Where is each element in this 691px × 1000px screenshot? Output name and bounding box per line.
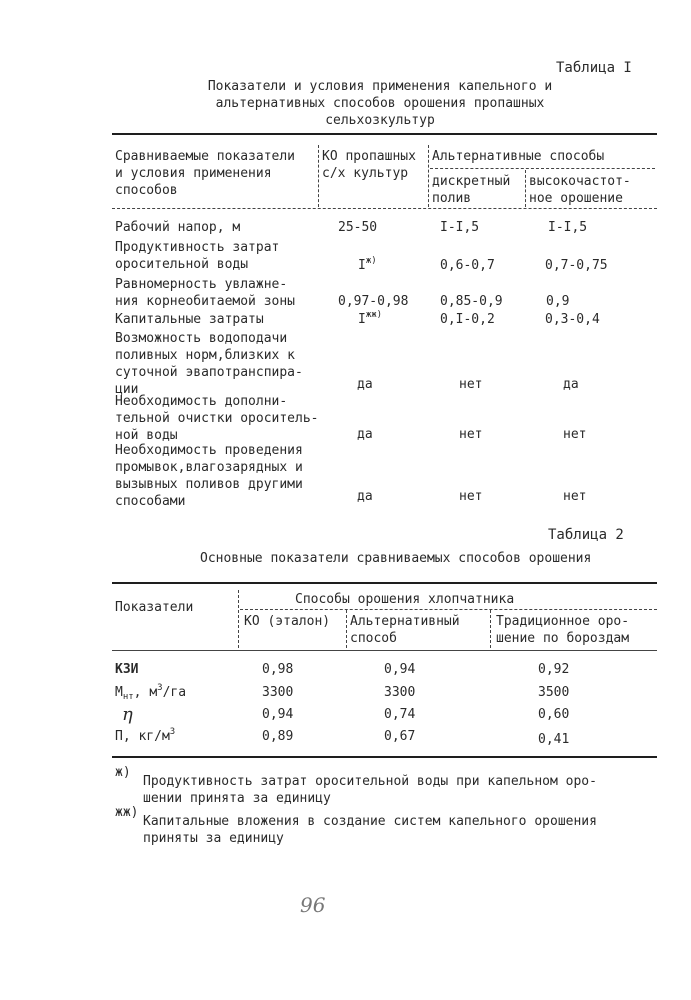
header-line: КО пропашных (322, 149, 416, 164)
table1-title (150, 78, 610, 129)
table-cell: 0,67 (384, 729, 416, 744)
table1-group-underline (430, 168, 655, 169)
table-cell: 0,41 (538, 732, 570, 747)
table1-title-line: альтернативных способов орошения пропашных (215, 96, 545, 111)
cell-value: I (358, 258, 366, 273)
label-line: суточной эвапотранспира- (115, 365, 303, 380)
table-row-label (115, 239, 279, 273)
footnote-line: шении принята за единицу (143, 791, 331, 806)
table-row-label (115, 330, 303, 398)
label-line: поливных норм,близких к (115, 348, 296, 363)
header-line: Сравниваемые показатели (115, 149, 296, 164)
label-line: оросительной воды (115, 257, 249, 272)
table1-header-col3 (432, 173, 510, 207)
header-line: Альтернативный (350, 614, 460, 629)
table-cell: 0,92 (538, 662, 570, 677)
footnote-mark: ж) (365, 256, 377, 266)
table2-group-underline (240, 609, 657, 610)
table1-divider (428, 145, 429, 207)
label-line: Необходимость проведения (115, 443, 303, 458)
table-row-label (115, 393, 319, 444)
table-cell: 0,60 (538, 707, 570, 722)
footnote-line: Капитальные вложения в создание систем капельного орошения (143, 814, 597, 829)
table-cell: 25-50 (338, 220, 378, 235)
table-row-label (115, 276, 295, 310)
table-row-label: Капитальные затраты (115, 312, 264, 327)
label-line: промывок,влагозарядных и (115, 460, 303, 475)
table-cell: 0,94 (384, 662, 416, 677)
table2-header-col3 (350, 613, 460, 647)
table-cell: 3300 (384, 685, 416, 700)
table-row-label (115, 442, 303, 510)
header-line: ное орошение (529, 191, 623, 206)
footnote-text (143, 773, 597, 807)
table-cell: 0,97-0,98 (338, 294, 409, 309)
header-line: с/х культур (322, 166, 409, 181)
table1-header-col1 (115, 148, 295, 199)
table-cell: 3500 (538, 685, 570, 700)
table1-header-col2 (322, 148, 416, 182)
table-cell: 0,85-0,9 (440, 294, 503, 309)
table1-title-line: Показатели и условия применения капельного и (207, 79, 553, 94)
label-part: М (115, 685, 123, 700)
table2-divider (238, 590, 239, 648)
header-line: способ (350, 631, 397, 646)
table1-header-alt-group: Альтернативные способы (432, 149, 605, 164)
label-line: Равномерность увлажне- (115, 277, 288, 292)
table-cell (358, 311, 382, 328)
header-line: и условия применения (115, 166, 272, 181)
label-line: Необходимость дополни- (115, 394, 288, 409)
table-cell: да (357, 427, 373, 442)
label-line: ции (115, 382, 139, 397)
table-row-label: Рабочий напор, м (115, 220, 241, 235)
table-cell: да (563, 377, 579, 392)
table1-label: Таблица I (556, 60, 632, 76)
header-line: дискретный (432, 174, 511, 189)
table-row-label: η (122, 704, 133, 725)
label-line: вызывных поливов другими (115, 477, 303, 492)
table2-top-rule (112, 582, 657, 584)
table-row-label: КЗИ (115, 662, 139, 677)
table-row-label (115, 728, 175, 745)
table-cell: нет (563, 489, 587, 504)
table-cell: нет (459, 489, 483, 504)
table2-header-rule (112, 650, 657, 651)
label-superscript: 3 (157, 683, 163, 693)
table2-divider (490, 610, 491, 648)
footnote-line: приняты за единицу (143, 831, 284, 846)
table-cell: 0,6-0,7 (440, 258, 495, 273)
label-part: П, кг/м (115, 729, 170, 744)
label-part: , м (133, 685, 158, 700)
table-cell: 0,74 (384, 707, 416, 722)
label-line: ной воды (115, 428, 178, 443)
table-cell: 3300 (262, 685, 294, 700)
table-cell: нет (459, 427, 483, 442)
table1-divider (525, 170, 526, 207)
table2-header-col2: КО (эталон) (244, 614, 331, 629)
table-cell: да (357, 377, 373, 392)
table-cell: да (357, 489, 373, 504)
table1-header-rule (112, 208, 657, 209)
label-part: /га (162, 685, 187, 700)
label-line: способами (115, 494, 186, 509)
table1-top-rule (112, 133, 657, 135)
label-subscript: нт (122, 692, 134, 702)
table-row-label (115, 684, 186, 701)
table1-title-line: сельхозкультур (325, 113, 435, 128)
table-cell: I-I,5 (440, 220, 480, 235)
footnote-mark: жж) (115, 805, 139, 820)
table-cell: 0,9 (546, 294, 570, 309)
table-cell: нет (563, 427, 587, 442)
header-line: полив (432, 191, 472, 206)
header-line: Традиционное оро- (496, 614, 630, 629)
table-cell: I-I,5 (548, 220, 588, 235)
table-cell: нет (459, 377, 483, 392)
table-cell: 0,94 (262, 707, 294, 722)
header-line: высокочастот- (529, 174, 631, 189)
footnote-mark: ж) (115, 765, 131, 780)
header-line: шение по бороздам (496, 631, 630, 646)
footnote-text (143, 813, 597, 847)
label-line: ния корнеобитаемой зоны (115, 294, 296, 309)
table-cell: 0,3-0,4 (545, 312, 600, 327)
header-line: способов (115, 183, 178, 198)
table2-header-col1: Показатели (115, 600, 194, 615)
table2-header-col4 (496, 613, 629, 647)
footnote-mark: жж) (365, 310, 383, 320)
table2-header-group: Способы орошения хлопчатника (295, 592, 515, 607)
table-cell: 0,7-0,75 (545, 258, 608, 273)
label-line: тельной очистки ороситель- (115, 411, 319, 426)
table-cell (358, 257, 377, 274)
table-cell: 0,98 (262, 662, 294, 677)
table2-title: Основные показатели сравниваемых способов орошения (200, 551, 592, 566)
table-cell: 0,I-0,2 (440, 312, 495, 327)
table1-header-col4 (529, 173, 631, 207)
table2-label: Таблица 2 (548, 527, 624, 543)
footnote-line: Продуктивность затрат оросительной воды при капельном оро- (143, 774, 597, 789)
table1-divider (318, 145, 319, 207)
label-superscript: 3 (169, 727, 176, 737)
page-number: 96 (300, 893, 326, 917)
label-line: Продуктивность затрат (115, 240, 280, 255)
table2-bottom-rule (112, 756, 657, 758)
table-cell: 0,89 (262, 729, 294, 744)
label-line: Возможность водоподачи (115, 331, 288, 346)
cell-value: I (358, 312, 366, 327)
table2-divider (346, 610, 347, 648)
